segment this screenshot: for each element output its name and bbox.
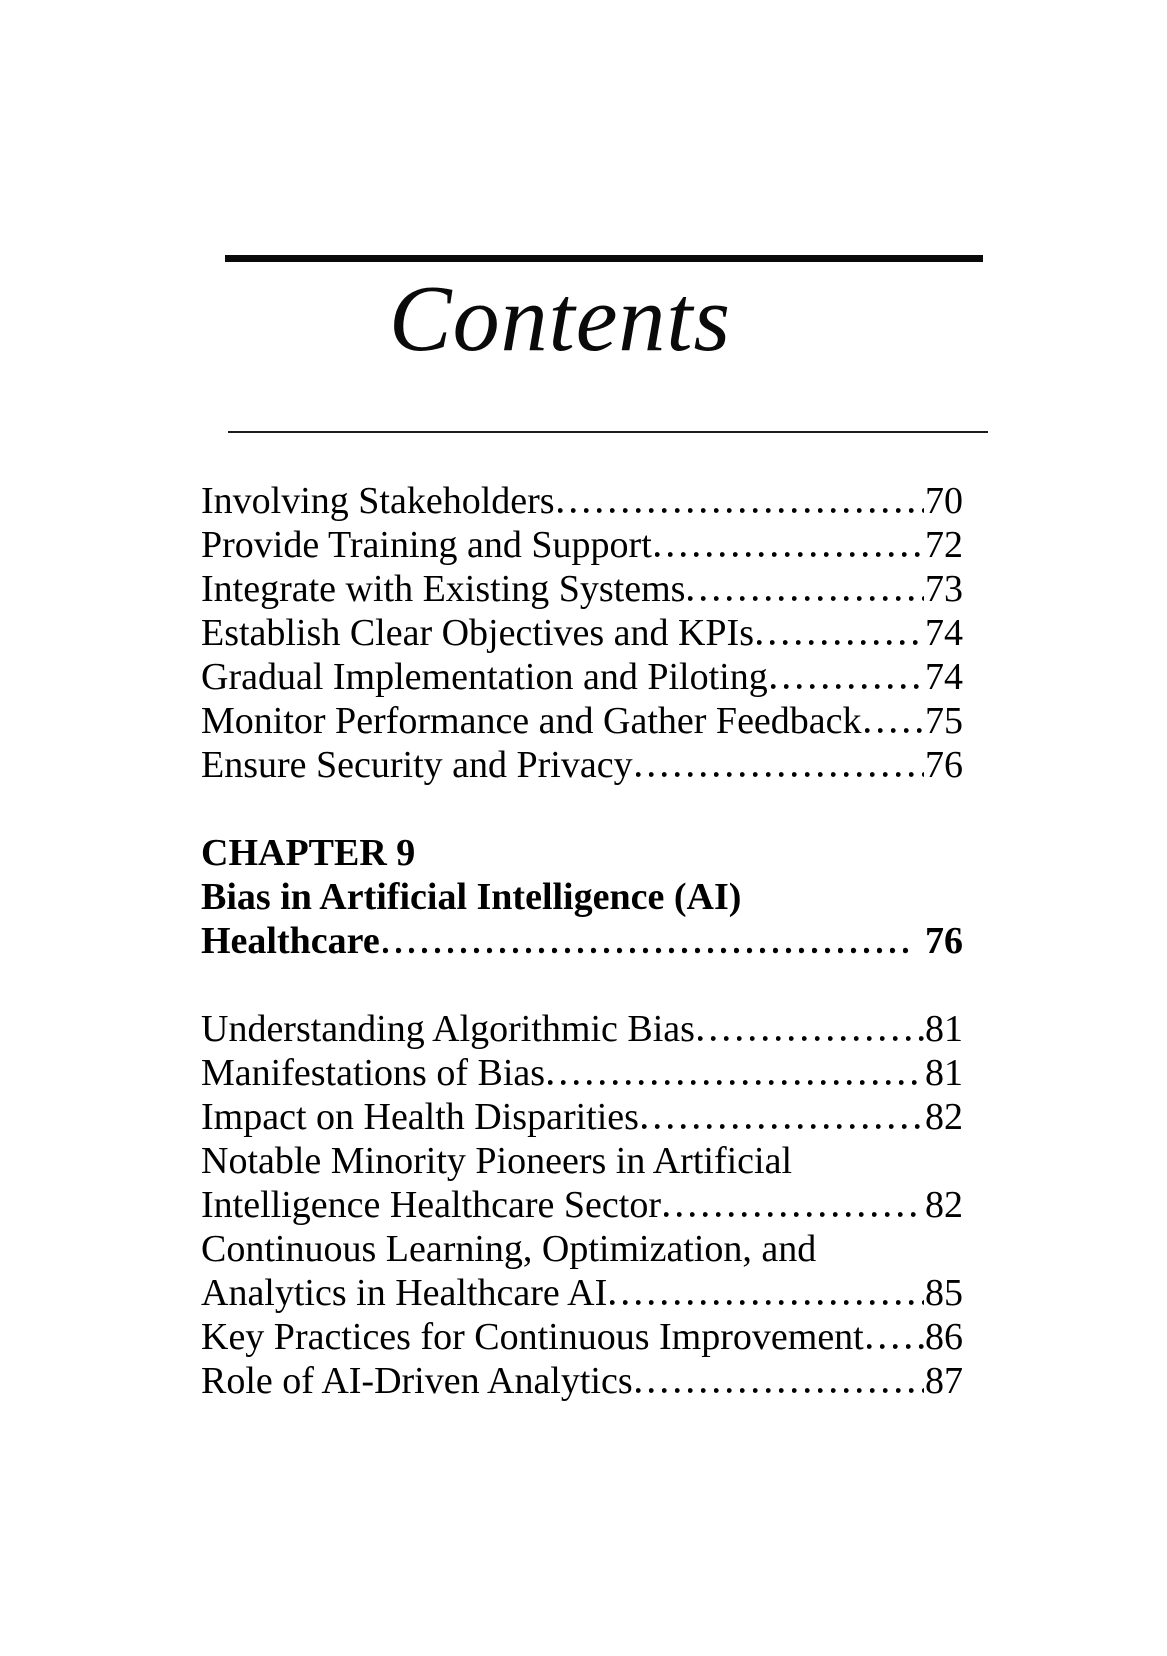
toc-page-number: 72 <box>925 524 963 566</box>
toc-entry-title: Establish Clear Objectives and KPIs <box>201 612 755 654</box>
dot-leader <box>655 550 924 559</box>
toc-page-number: 82 <box>925 1096 963 1138</box>
toc-entry <box>201 611 963 655</box>
toc-page-number: 75 <box>925 700 963 742</box>
title-bottom-rule <box>228 431 988 433</box>
toc-entry-title: Understanding Algorithmic Bias <box>201 1008 695 1050</box>
toc-entry-title: Intelligence Healthcare Sector <box>201 1184 661 1226</box>
toc-entry-wrap-line <box>201 1139 963 1183</box>
toc-page-number: 74 <box>925 656 963 698</box>
dot-leader <box>771 682 924 691</box>
toc-entry <box>201 1051 963 1095</box>
toc-entry-title: Notable Minority Pioneers in Artificial <box>201 1140 793 1182</box>
toc-entry-title: Provide Training and Support <box>201 524 652 566</box>
dot-leader <box>383 946 914 955</box>
dot-leader <box>548 1078 924 1087</box>
chapter-title-text: Bias in Artificial Intelligence (AI) <box>201 876 742 918</box>
toc-entry-title: Impact on Health Disparities <box>201 1096 639 1138</box>
toc-page-number: 74 <box>925 612 963 654</box>
table-of-contents <box>201 479 963 1403</box>
toc-entry <box>201 1183 963 1227</box>
toc-entry <box>201 1315 963 1359</box>
toc-entry-title: Integrate with Existing Systems <box>201 568 686 610</box>
toc-entry <box>201 743 963 787</box>
toc-entry-title: Role of AI-Driven Analytics <box>201 1360 633 1402</box>
dot-leader <box>757 638 924 647</box>
toc-entry <box>201 1271 963 1315</box>
page-title: Contents <box>388 267 732 371</box>
title-top-rule <box>225 255 983 262</box>
toc-page-number: 81 <box>925 1052 963 1094</box>
toc-page-number: 81 <box>925 1008 963 1050</box>
toc-entry-title: Monitor Performance and Gather Feedback <box>201 700 862 742</box>
toc-entry <box>201 567 963 611</box>
toc-entry <box>201 479 963 523</box>
dot-leader <box>865 726 924 735</box>
toc-page-number: 87 <box>925 1360 963 1402</box>
toc-entry <box>201 699 963 743</box>
dot-leader <box>698 1034 924 1043</box>
toc-entry-title: Ensure Security and Privacy <box>201 744 633 786</box>
toc-entry <box>201 1359 963 1403</box>
toc-entry <box>201 1095 963 1139</box>
dot-leader <box>867 1342 924 1351</box>
toc-entry <box>201 1007 963 1051</box>
toc-page-number: 85 <box>925 1272 963 1314</box>
toc-page-number: 76 <box>925 920 963 962</box>
title-block <box>225 267 983 371</box>
toc-entry-wrap-line <box>201 1227 963 1271</box>
chapter-label-text: CHAPTER 9 <box>201 832 416 874</box>
dot-leader <box>610 1298 924 1307</box>
toc-entry-title: Manifestations of Bias <box>201 1052 546 1094</box>
dot-leader <box>664 1210 924 1219</box>
dot-leader <box>642 1122 924 1131</box>
toc-page-number: 73 <box>925 568 963 610</box>
toc-page-number: 82 <box>925 1184 963 1226</box>
toc-entry-title: Involving Stakeholders <box>201 480 555 522</box>
chapter-entry-title: Healthcare <box>201 920 380 962</box>
toc-page-number: 86 <box>925 1316 963 1358</box>
toc-entry-title: Gradual Implementation and Piloting <box>201 656 768 698</box>
toc-entry-title: Key Practices for Continuous Improvement <box>201 1316 864 1358</box>
toc-entry <box>201 655 963 699</box>
dot-leader <box>558 506 924 515</box>
dot-leader <box>688 594 924 603</box>
toc-entry-title: Analytics in Healthcare AI <box>201 1272 608 1314</box>
dot-leader <box>636 1386 924 1395</box>
toc-entry <box>201 523 963 567</box>
chapter-title-line <box>201 875 963 919</box>
chapter-entry <box>201 919 963 963</box>
toc-page-number: 76 <box>925 744 963 786</box>
toc-page-number: 70 <box>925 480 963 522</box>
toc-entry-title: Continuous Learning, Optimization, and <box>201 1228 817 1270</box>
dot-leader <box>636 770 924 779</box>
chapter-label <box>201 831 963 875</box>
